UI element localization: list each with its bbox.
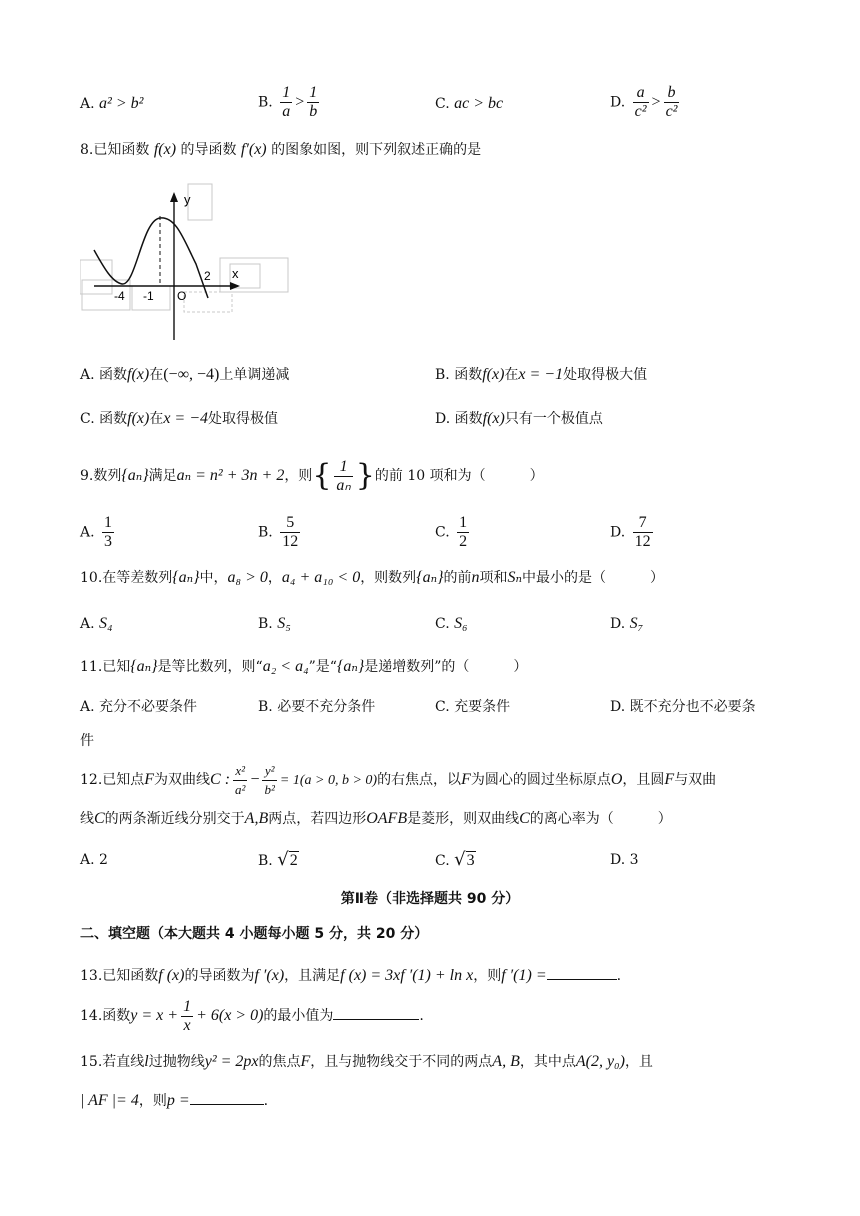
fraction: $\frac{\text{y²}}{\text{b²}}$ <box>264 762 275 797</box>
q11-option-b: B. 必要不充分条件 <box>258 699 376 715</box>
answer-blank[interactable] <box>547 965 617 980</box>
q10-option-a: A. S₄ <box>80 615 113 632</box>
right-brace: } <box>355 458 375 493</box>
q8-option-d: D. 函数f(x)只有一个极值点 <box>435 410 603 427</box>
section-title: 第Ⅱ卷（非选择题共 90 分） <box>340 891 520 907</box>
q7-option-c: C. ac > bc <box>435 95 504 112</box>
fraction: $\frac{1}{2}$ <box>459 514 468 550</box>
q11-stem: 11.已知{aₙ}是等比数列，则“a₂ < a₄”是“{aₙ}是递增数列”的（ ） <box>80 658 528 675</box>
fraction: $\frac{1}{\text{aₙ}}$ <box>336 457 351 494</box>
label-box <box>80 260 112 294</box>
q9-option-d: D. $\frac{7}{12}$ <box>610 514 651 550</box>
section-heading: 二、填空题（本大题共 4 小题每小题 5 分，共 20 分） <box>80 926 429 942</box>
sqrt-sign: √ <box>277 849 289 870</box>
fraction: $\frac{\text{x²}}{\text{a²}}$ <box>235 762 246 797</box>
q9-option-b: B. $\frac{5}{12}$ <box>258 514 299 550</box>
q8-option-c: C. 函数f(x)在x = −4处取得极值 <box>80 410 279 427</box>
q11-option-d: D. 既不充分也不必要条 <box>610 699 756 715</box>
tick-2: 2 <box>204 269 211 283</box>
q11-option-d-wrap: 件 <box>80 733 94 749</box>
q8-stem: 8.已知函数 f(x) 的导函数 f′(x) 的图象如图，则下列叙述正确的是 <box>80 141 482 158</box>
fraction: $\frac{1}{a}$ <box>282 84 291 120</box>
q13-stem: 13.已知函数f (x)的导函数为f ′(x)，且满足f (x) = 3xf ′(1) + ln x，则f ′(1) = . <box>80 967 622 984</box>
q15-stem-line2: | AF |= 4，则p = . <box>80 1092 269 1109</box>
q8-option-a: A. 函数f(x)在(−∞, −4)上单调递减 <box>80 366 290 383</box>
sqrt-sign: √ <box>454 849 466 870</box>
q11-option-c: C. 充要条件 <box>435 699 511 715</box>
q8-option-b: B. 函数f(x)在x = −1处取得极大值 <box>435 366 648 383</box>
y-label: y <box>184 192 191 207</box>
q15-stem-line1: 15.若直线l过抛物线y² = 2px的焦点F，且与抛物线交于不同的两点A, B，其中点A(2, y₀)，且 <box>80 1053 653 1070</box>
q7-option-d: D. $\frac{a}{\text{c²}}$ > $\frac{b}{\text{c²}}$ <box>610 84 678 120</box>
q10-option-d: D. S₇ <box>610 615 644 632</box>
q10-stem: 10.在等差数列{aₙ}中，a₈ > 0，a₄ + a₁₀ < 0，则数列{aₙ}的前n项和Sₙ中最小的是（ ） <box>80 569 664 586</box>
q12-option-c: C. √3 <box>435 849 475 870</box>
q9-option-c: C. $\frac{1}{2}$ <box>435 514 468 550</box>
q10-option-b: B. S₅ <box>258 615 291 632</box>
fraction: $\frac{1}{b}$ <box>309 84 318 120</box>
label-box <box>188 184 212 220</box>
x-axis-arrow <box>230 282 240 290</box>
q9-stem: 9.数列{aₙ}满足aₙ = n² + 3n + 2，则{ $\frac{1}{\text{aₙ}}$ }的前 10 项和为（ ） <box>80 457 544 494</box>
q12-option-b: B. √2 <box>258 849 298 870</box>
fraction: $\frac{b}{\text{c²}}$ <box>665 84 678 120</box>
q10-option-c: C. S₆ <box>435 615 468 632</box>
q12-option-d: D. 3 <box>610 852 639 868</box>
answer-blank[interactable] <box>190 1090 264 1105</box>
q7-option-b: B. $\frac{1}{a}$ > $\frac{1}{b}$ <box>258 84 318 120</box>
origin-label: O <box>177 289 187 303</box>
q11-option-a: A. 充分不必要条件 <box>80 699 198 715</box>
answer-blank[interactable] <box>333 1005 419 1020</box>
y-axis-arrow <box>170 192 178 202</box>
left-brace: { <box>312 458 332 493</box>
q9-option-a: A. $\frac{1}{3}$ <box>80 514 113 550</box>
tick-neg1: -1 <box>143 289 154 303</box>
fraction: $\frac{a}{\text{c²}}$ <box>634 84 647 120</box>
x-label: x <box>232 266 239 281</box>
q14-stem: 14.函数y = x + $\frac{1}{x}$ + 6(x > 0)的最小值为 . <box>80 997 424 1034</box>
label-box <box>184 292 232 312</box>
q12-stem-line2: 线C的两条渐近线分别交于A,B两点，若四边形OAFB是菱形，则双曲线C的离心率为（ ） <box>80 810 672 827</box>
q12-stem-line1: 12.已知点F为双曲线C : $\frac{\text{x²}}{\text{a²}}$ − $\frac{\text{y²}}{\text{b²}}$ = 1(a > 0, b > 0)的右焦点，以F为圆心的圆过坐标原点O，且圆F与双曲 <box>80 762 717 797</box>
fraction: $\frac{7}{12}$ <box>634 514 651 550</box>
fraction: $\frac{1}{x}$ <box>183 997 192 1034</box>
fraction: $\frac{5}{12}$ <box>282 514 299 550</box>
fraction: $\frac{1}{3}$ <box>104 514 113 550</box>
tick-neg4: -4 <box>114 289 125 303</box>
q12-option-a: A. 2 <box>80 852 108 868</box>
derivative-graph <box>80 180 292 345</box>
q7-option-a: A. a² > b² <box>80 95 144 112</box>
